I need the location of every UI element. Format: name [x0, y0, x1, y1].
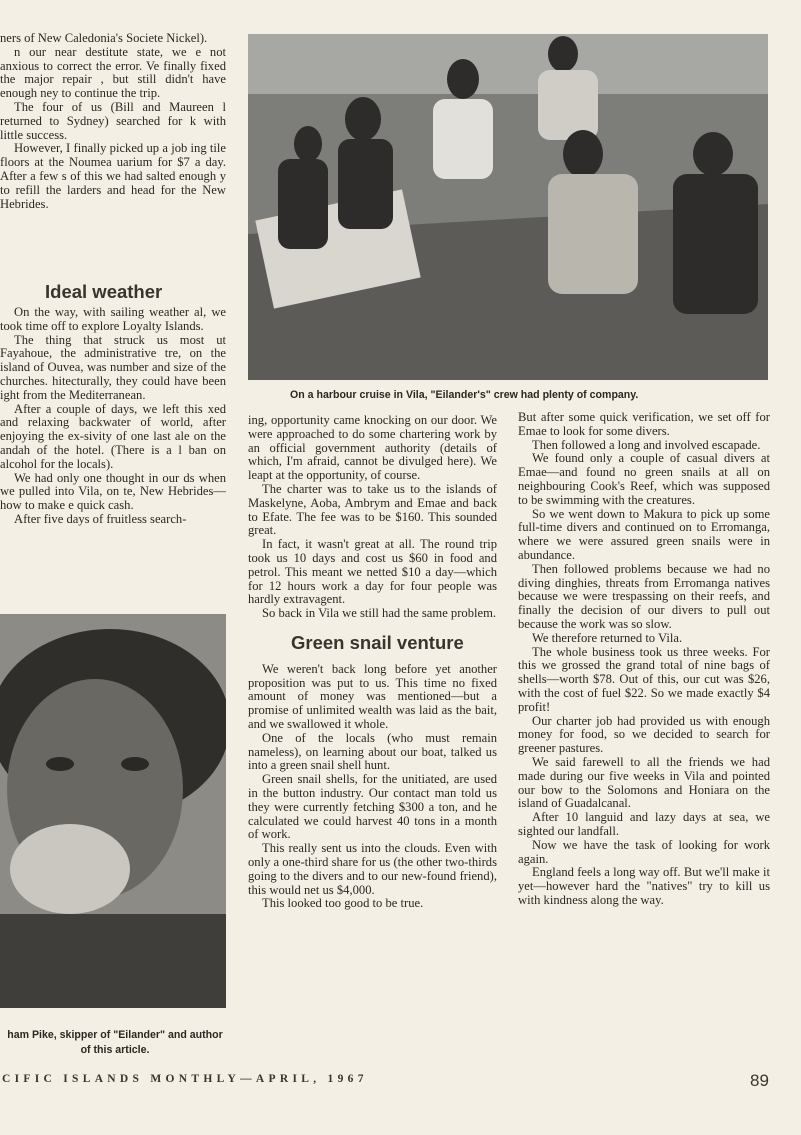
paragraph: Then followed problems because we had no diving dinghies, threats from Erromanga natives because we were trespassing on their reefs, and finally the decision of our divers to pull out because the work was so slow. — [518, 561, 770, 631]
article-column-2 — [248, 414, 497, 911]
paragraph: We therefore returned to Vila. — [532, 630, 683, 645]
paragraph: After a couple of days, we left this xed and relaxing backwater of world, after enjoying the ex-sivity of one last ale on the andah of the hotel. (There is a l ban on alcohol for the locals). — [0, 401, 226, 471]
paragraph: The whole business took us three weeks. For this we grossed the grand total of nine bags of shells—worth $78. Out of this, our cut was $26, with the cost of fuel $22. So we made exactly $4 profit! — [518, 644, 770, 714]
paragraph: Green snail shells, for the unitiated, are used in the button industry. Our contact man told us they were currently fetching $300 a ton, and he calculated we could harvest 40 tons in a month of work. — [248, 772, 497, 842]
author-portrait-image — [0, 614, 226, 1008]
page-number: 89 — [750, 1071, 769, 1090]
section-heading-ideal-weather: Ideal weather — [45, 281, 163, 302]
paragraph: Our charter job had provided us with enough money for food, so we decided to search for greener pastures. — [518, 713, 770, 756]
paragraph: But after some quick verification, we set off for Emae to look for some divers. — [518, 410, 770, 438]
paragraph: So back in Vila we still had the same problem. — [262, 606, 497, 621]
paragraph: On the way, with sailing weather al, we took time off to explore Loyalty Islands. — [0, 305, 226, 333]
paragraph: The thing that struck us most ut Fayahoue, the administrative tre, on the island of Ouvea, was number and size of the churches. hitecturally, they could have been ight from the Mediterranean. — [0, 332, 226, 402]
paragraph: The charter was to take us to the islands of Maskelyne, Aoba, Ambrym and Emae and back to Efate. The fee was to be $160. This sounded great. — [248, 481, 497, 538]
paragraph: However, I finally picked up a job ing tile floors at the Noumea uarium for $7 a day. After a few s of this we had salted enough y to refill the larders and head for the New Hebrides. — [0, 141, 226, 211]
paragraph: We said farewell to all the friends we had made during our five weeks in Vila and pointed our bow to the Solomons and Honiara on the island of Guadalcanal. — [518, 754, 770, 811]
paragraph: After five days of fruitless search- — [14, 511, 187, 526]
paragraph: In fact, it wasn't great at all. The round trip took us 10 days and cost us $60 in food and petrol. This meant we netted $10 a day—which for 12 hours work a day for four people was hardly extravagent. — [248, 537, 497, 607]
crew-photo — [248, 34, 768, 380]
paragraph: The four of us (Bill and Maureen l returned to Sydney) searched for k with little success. — [0, 99, 226, 142]
paragraph: Now we have the task of looking for work again. — [518, 837, 770, 866]
publication-footer: CIFIC ISLANDS MONTHLY—APRIL, 1967 — [2, 1073, 368, 1085]
paragraph: This looked too good to be true. — [262, 896, 424, 911]
paragraph: ing, opportunity came knocking on our door. We were approached to do some chartering work by an official government authority (details of which, I'm afraid, cannot be divulged here). We leapt at the opportunity, of course. — [248, 413, 497, 483]
paragraph: We found only a couple of casual divers at Emae—and found no green snails at all on neighbouring Cook's Reef, which was supposed to be swimming with the creatures. — [518, 451, 770, 507]
article-column-1-continued — [0, 306, 226, 527]
paragraph: Then followed a long and involved escapade. — [532, 437, 761, 452]
crew-photo-image — [248, 34, 768, 380]
paragraph: n our near destitute state, we e not anxious to correct the error. Ve finally fixed the major repair , but still didn't have enough ney to continue the trip. — [0, 44, 226, 101]
paragraph: ners of New Caledonia's Societe Nickel). — [0, 31, 208, 45]
article-column-3 — [518, 411, 770, 908]
paragraph: England feels a long way off. But we'll make it yet—however hard the "natives" try to kill us with kindness along the way. — [518, 865, 770, 907]
author-photo-caption: ham Pike, skipper of "Eilander" and author of this article. — [7, 1029, 223, 1056]
paragraph: One of the locals (who must remain nameless), on learning about our boat, talked us into a green snail shell hunt. — [248, 730, 497, 773]
paragraph: So we went down to Makura to pick up some full-time divers and continued on to Erromanga, where we were assured green snails were in abundance. — [518, 506, 770, 562]
paragraph: After 10 languid and lazy days at sea, we sighted our landfall. — [518, 810, 770, 838]
paragraph: This really sent us into the clouds. Even with only a one-third share for us (the other two-thirds going to the divers and to our new-found friend), this would net us $4,000. — [248, 841, 498, 897]
article-column-1 — [0, 32, 226, 211]
crew-photo-caption: On a harbour cruise in Vila, "Eilander's" crew had plenty of company. — [290, 389, 639, 401]
paragraph: We had only one thought in our ds when we pulled into Vila, on te, New Hebrides—how to make e quick cash. — [0, 470, 226, 513]
author-portrait-photo — [0, 614, 226, 1008]
paragraph: We weren't back long before yet another proposition was put to us. This time no fixed amount of money was mentioned—but a promise of unlimited wealth was laid as the bait, and we swallowed it whole. — [248, 661, 497, 731]
section-heading-green-snail: Green snail venture — [291, 631, 464, 653]
